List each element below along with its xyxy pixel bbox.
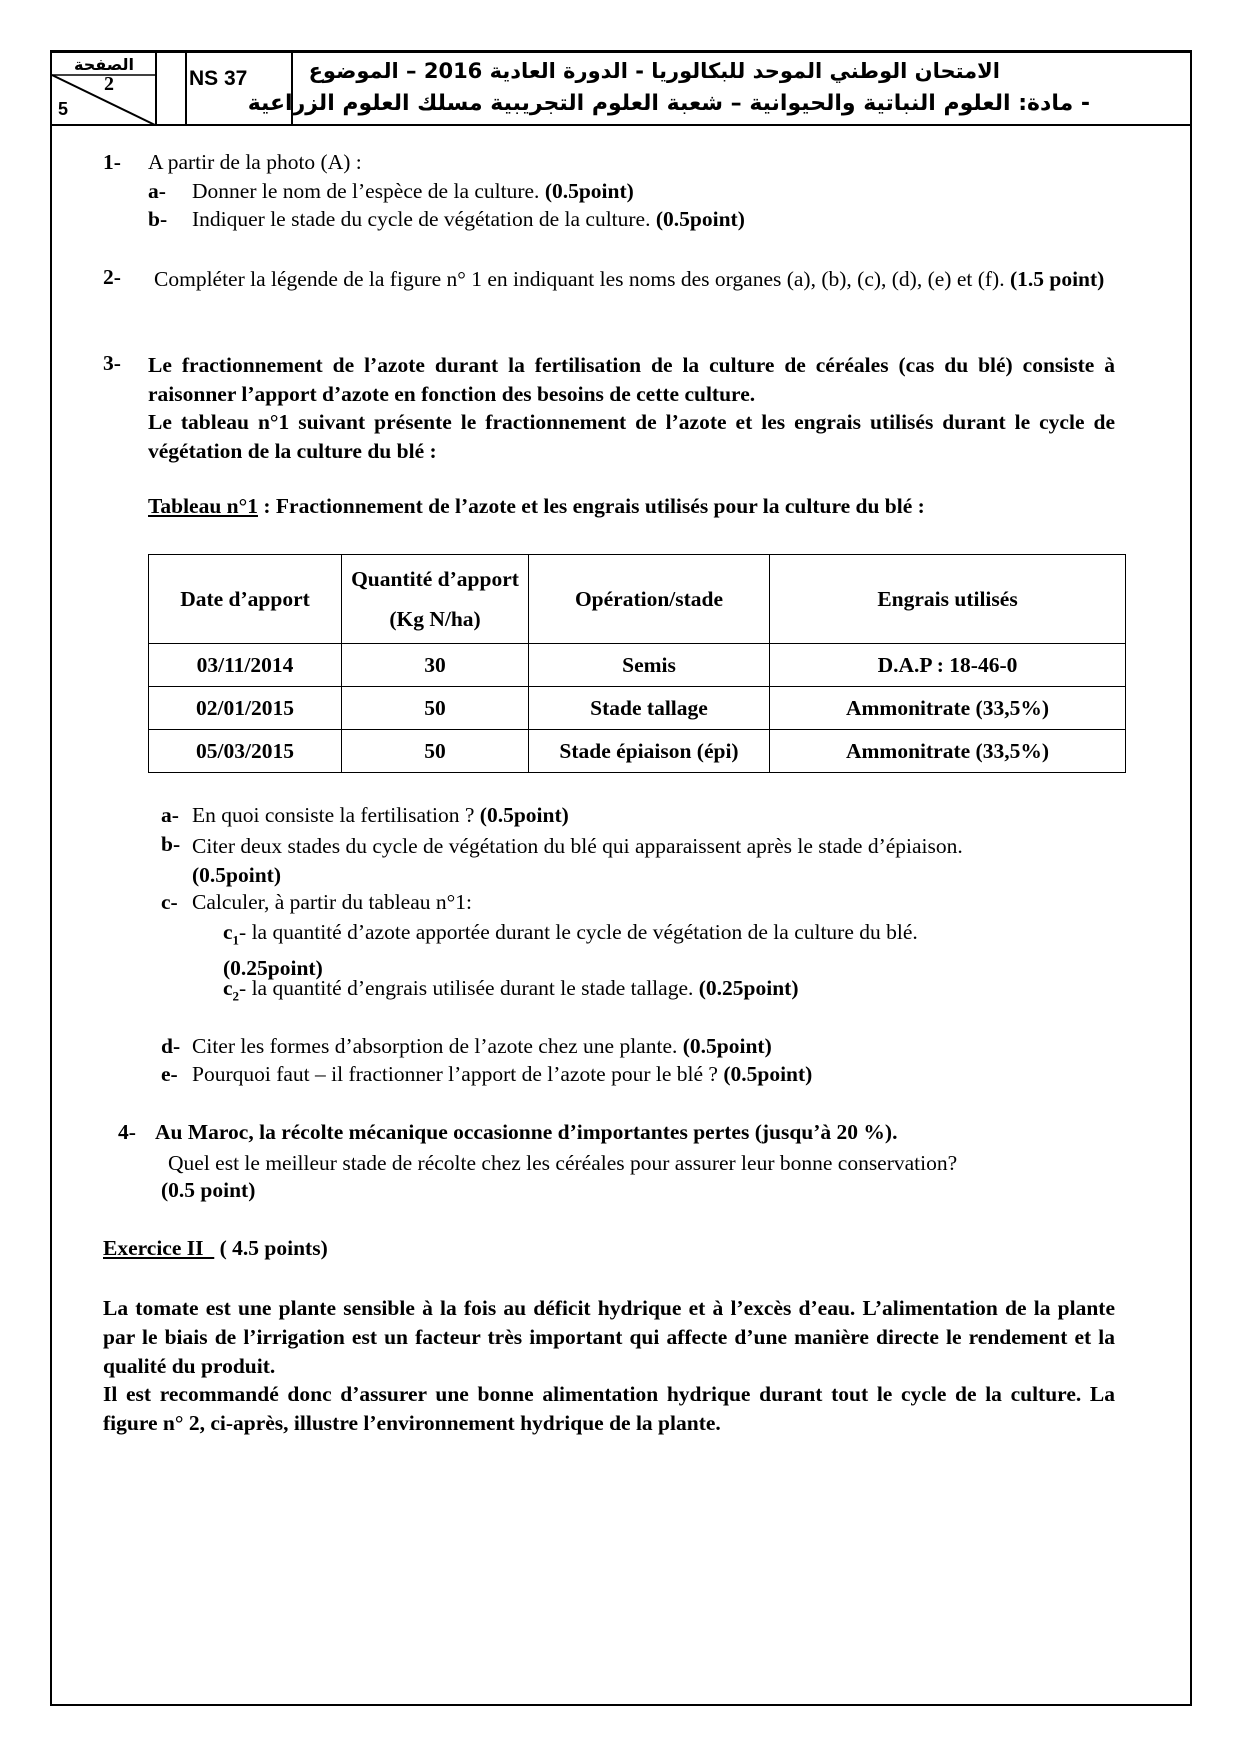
col-operation: Opération/stade (529, 555, 770, 644)
q4-number: 4- (118, 1120, 136, 1144)
table-header-row (149, 555, 1126, 644)
cell-fertilizer: Ammonitrate (33,5%) (770, 730, 1126, 773)
q1a-text: Donner le nom de l’espèce de la culture. (0.5point) (192, 179, 634, 203)
exam-title-line1: الامتحان الوطني الموحد للبكالوريا - الدورة العادية 2016 – الموضوع (308, 59, 1000, 83)
col-date: Date d’apport (149, 555, 342, 644)
q1b-text: Indiquer le stade du cycle de végétation de la culture. (0.5point) (192, 207, 745, 231)
q3c-text: Calculer, à partir du tableau n°1: (192, 890, 472, 914)
q4-text: Quel est le meilleur stade de récolte chez les céréales pour assurer leur bonne conservation? (168, 1151, 958, 1175)
exam-header (50, 50, 1192, 126)
q1b-number: b- (148, 207, 168, 231)
q1-intro: A partir de la photo (A) : (148, 150, 362, 174)
cell-quantity: 50 (342, 730, 529, 773)
q3a-number: a- (161, 803, 179, 827)
cell-operation: Stade tallage (529, 687, 770, 730)
exam-title (247, 53, 1180, 125)
exam-title-line2: - مادة: العلوم النباتية والحيوانية – شعبة العلوم التجريبية مسلك العلوم الزراعية (247, 91, 1090, 116)
cell-quantity: 50 (342, 687, 529, 730)
q1-number: 1- (103, 150, 121, 174)
q3-paragraph2: Le tableau n°1 suivant présente le fractionnement de l’azote et les engrais utilisés durant le cycle de végétation de la culture du blé : (148, 410, 1115, 463)
page-total: 5 (58, 99, 69, 119)
fertilization-table (148, 554, 1126, 773)
page-label: الصفحة (74, 55, 135, 74)
page-current: 2 (104, 73, 114, 95)
cell-date: 02/01/2015 (149, 687, 342, 730)
exercise2-paragraph2: Il est recommandé donc d’assurer une bonne alimentation hydrique durant tout le cycle de la culture. La figure n° 2, ci-après, illustre l’environnement hydrique de la plante. (103, 1382, 1115, 1435)
q1a-number: a- (148, 179, 166, 203)
cell-date: 05/03/2015 (149, 730, 342, 773)
q3b-text: Citer deux stades du cycle de végétation du blé qui apparaissent après le stade d’épiaison. (0.5point) (192, 834, 963, 887)
exercise2-paragraph1: La tomate est une plante sensible à la fois au déficit hydrique et à l’excès d’eau. L’alimentation de la plante par le biais de l’irrigation est un facteur très important qui affecte d’une manière directe le rendement et la qualité du produit. (103, 1296, 1115, 1378)
cell-date: 03/11/2014 (149, 644, 342, 687)
q3c1-text: $c_1-$ la quantité d’azote apportée durant le cycle de végétation de la culture du blé. (0.25point) (223, 920, 918, 981)
q3-number: 3- (103, 351, 121, 375)
cell-quantity: 30 (342, 644, 529, 687)
q2-text: Compléter la légende de la figure n° 1 en indiquant les noms des organes (a), (b), (c), (d), (e) et (f). (1.5 point) (154, 267, 1105, 291)
q3a-text: En quoi consiste la fertilisation ? (0.5point) (192, 803, 569, 827)
q3-paragraph1: Le fractionnement de l’azote durant la fertilisation de la culture de céréales (cas du blé) consiste à raisonner l’apport d’azote en fonction des besoins de cette culture. (148, 353, 1115, 406)
cell-fertilizer: D.A.P : 18-46-0 (770, 644, 1126, 687)
q3b-number: b- (161, 832, 181, 856)
q3c-number: c- (161, 890, 178, 914)
col-fertilizer: Engrais utilisés (770, 555, 1126, 644)
exam-code: NS 37 (189, 67, 248, 90)
table-caption: Tableau n°1 : Fractionnement de l’azote et les engrais utilisés pour la culture du blé : (148, 494, 925, 518)
q3d-number: d- (161, 1034, 181, 1058)
cell-fertilizer: Ammonitrate (33,5%) (770, 687, 1126, 730)
q3e-text: Pourquoi faut – il fractionner l’apport de l’azote pour le blé ? (0.5point) (192, 1062, 813, 1086)
col-quantity: Quantité d’apport (Kg N/ha) (342, 555, 529, 644)
exercise2-title: Exercice II ( 4.5 points) (103, 1236, 328, 1260)
q3e-number: e- (161, 1062, 178, 1086)
table-row (149, 730, 1126, 773)
page-number-box (52, 53, 157, 125)
q3d-text: Citer les formes d’absorption de l’azote chez une plante. (0.5point) (192, 1034, 772, 1058)
table-row (149, 644, 1126, 687)
table-row (149, 687, 1126, 730)
q4-bold-text: Au Maroc, la récolte mécanique occasionne d’importantes pertes (jusqu’à 20 %). (155, 1120, 898, 1144)
q2-number: 2- (103, 265, 121, 289)
cell-operation: Stade épiaison (épi) (529, 730, 770, 773)
q3c2-text: $c_2-$ la quantité d’engrais utilisée durant le stade tallage. (0.25point) (223, 976, 799, 1004)
q4-points: (0.5 point) (161, 1178, 256, 1202)
cell-operation: Semis (529, 644, 770, 687)
